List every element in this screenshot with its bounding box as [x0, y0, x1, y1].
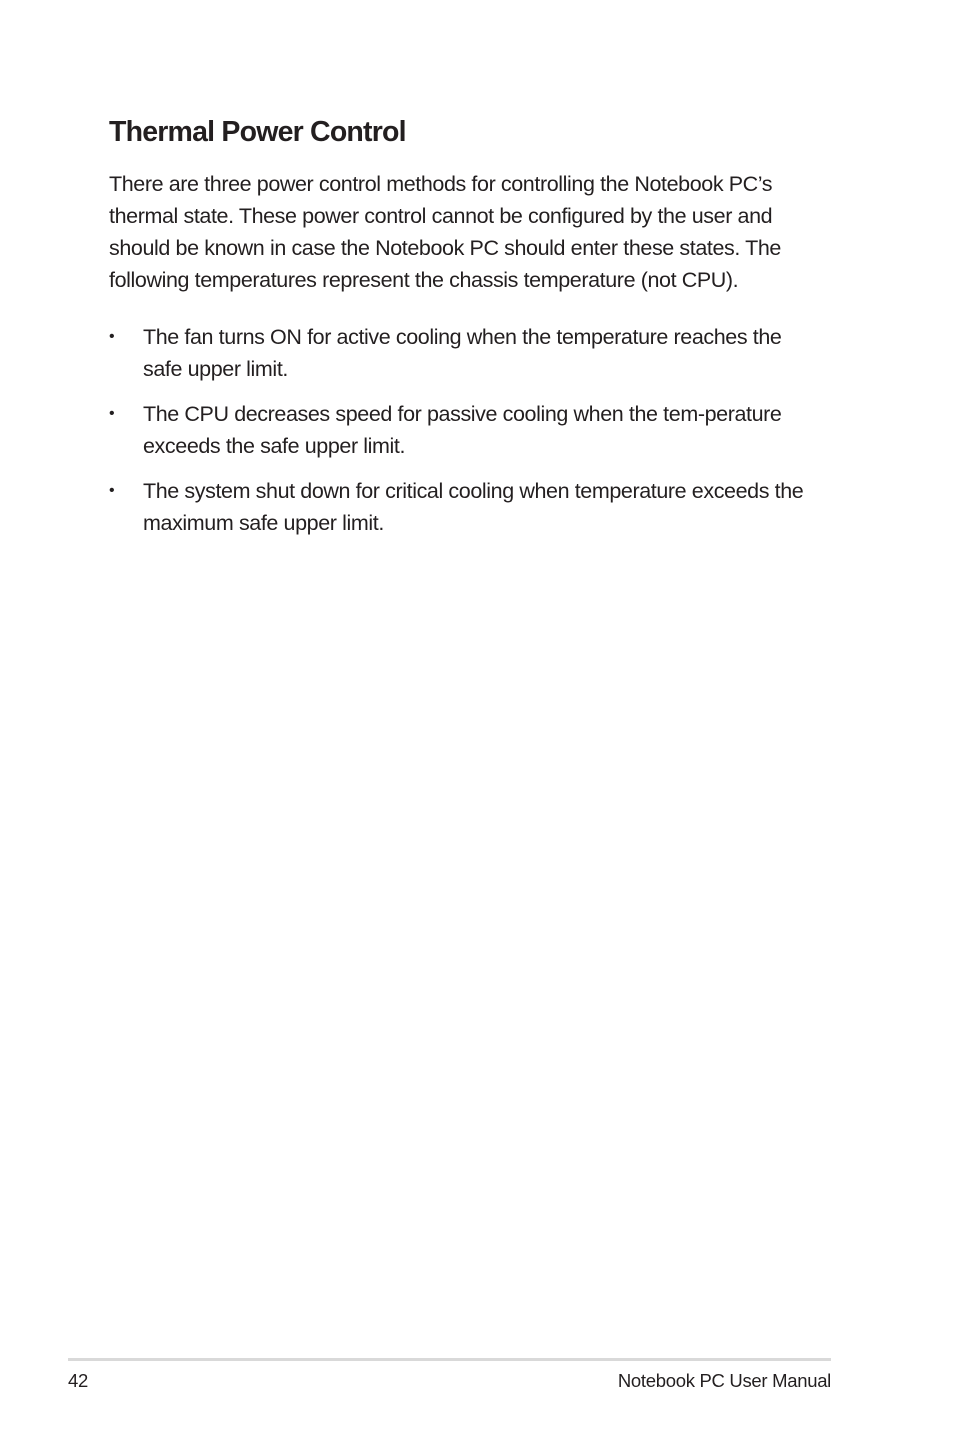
list-item-text: The system shut down for critical cooling when temperature exceeds the maximum safe upper limit. — [143, 479, 804, 535]
manual-title: Notebook PC User Manual — [617, 1370, 831, 1391]
bullet-icon: • — [109, 482, 115, 499]
list-item-text: The fan turns ON for active cooling when the temperature reaches the safe upper limit. — [143, 325, 782, 381]
bullet-icon: • — [109, 328, 115, 345]
page-number: 42 — [68, 1370, 88, 1391]
bullet-list — [109, 321, 834, 539]
list-item — [109, 475, 823, 539]
list-item-text: The CPU decreases speed for passive cooling when the tem-perature exceeds the safe upper limit. — [143, 402, 782, 458]
bullet-icon: • — [109, 405, 115, 422]
page-content — [109, 112, 834, 552]
list-item — [109, 398, 823, 462]
intro-paragraph: There are three power control methods for controlling the Notebook PC’s thermal state. These power control cannot be configured by the user and should be known in case the Notebook PC should enter these states. The following temperatures represent the chassis temperature (not CPU). — [109, 172, 781, 292]
section-heading: Thermal Power Control — [109, 116, 406, 148]
footer-divider — [68, 1358, 831, 1361]
list-item — [109, 321, 823, 385]
